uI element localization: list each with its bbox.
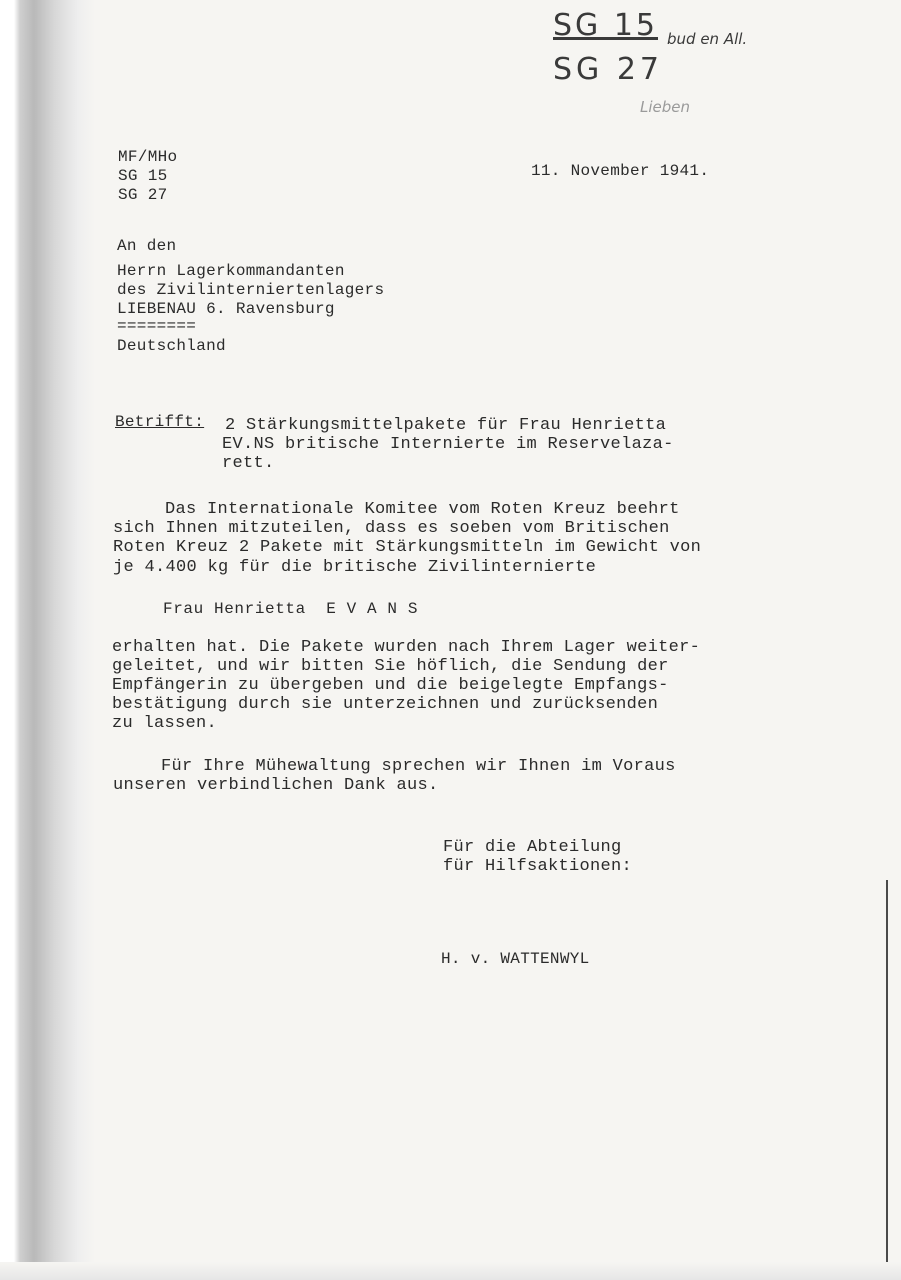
ref-line-2: SG 15 [118,167,168,185]
closing-line-2: für Hilfsaktionen: [443,857,633,876]
signature: H. v. WATTENWYL [441,950,590,968]
body-para2-line5: zu lassen. [112,714,218,733]
ref-line-1: MF/MHo [118,148,178,166]
subject-label: Betrifft: [115,413,205,431]
scan-bottom-edge [0,1262,901,1280]
address-underline: ======== [117,317,197,335]
subject-line-1: 2 Stärkungsmittelpakete für Frau Henrietta [225,416,667,435]
handwritten-lieben: Lieben [640,98,691,116]
body-para2-line2: geleitet, und wir bitten Sie höflich, die Sendung der [112,657,669,676]
scan-shadow [0,0,95,1280]
body-para2-line3: Empfängerin zu übergeben und die beigelegte Empfangs- [112,676,669,695]
address-line-3: des Zivilinterniertenlagers [117,281,385,299]
body-para2-line4: bestätigung durch sie unterzeichnen und zurücksenden [112,695,659,714]
handwritten-sg15: SG 15 [553,8,658,43]
body-para1-line1: Das Internationale Komitee vom Roten Kreuz beehrt [165,500,680,519]
handwritten-note: bud en All. [667,30,748,48]
address-line-4: LIEBENAU 6. Ravensburg [117,300,335,318]
recipient-line: Frau Henrietta E V A N S [163,600,419,618]
handwritten-sg27: SG 27 [553,52,663,87]
body-para1-line2: sich Ihnen mitzuteilen, dass es soeben vom Britischen [113,519,670,538]
body-para1-line4: je 4.400 kg für die britische Zivilinternierte [113,558,597,577]
address-line-1: An den [117,237,177,255]
body-para3-line2: unseren verbindlichen Dank aus. [113,776,439,795]
ref-line-3: SG 27 [118,186,168,204]
letter-date: 11. November 1941. [531,162,710,180]
address-line-2: Herrn Lagerkommandanten [117,262,345,280]
address-line-6: Deutschland [117,337,226,355]
body-para1-line3: Roten Kreuz 2 Pakete mit Stärkungsmitteln im Gewicht von [113,538,702,557]
body-para2-line1: erhalten hat. Die Pakete wurden nach Ihrem Lager weiter- [112,638,701,657]
scan-edge-line [886,880,888,1280]
subject-line-2: EV.NS britische Internierte im Reservelaza- [222,435,674,454]
closing-line-1: Für die Abteilung [443,838,622,857]
body-para3-line1: Für Ihre Mühewaltung sprechen wir Ihnen im Voraus [161,757,676,776]
subject-line-3: rett. [222,454,275,473]
